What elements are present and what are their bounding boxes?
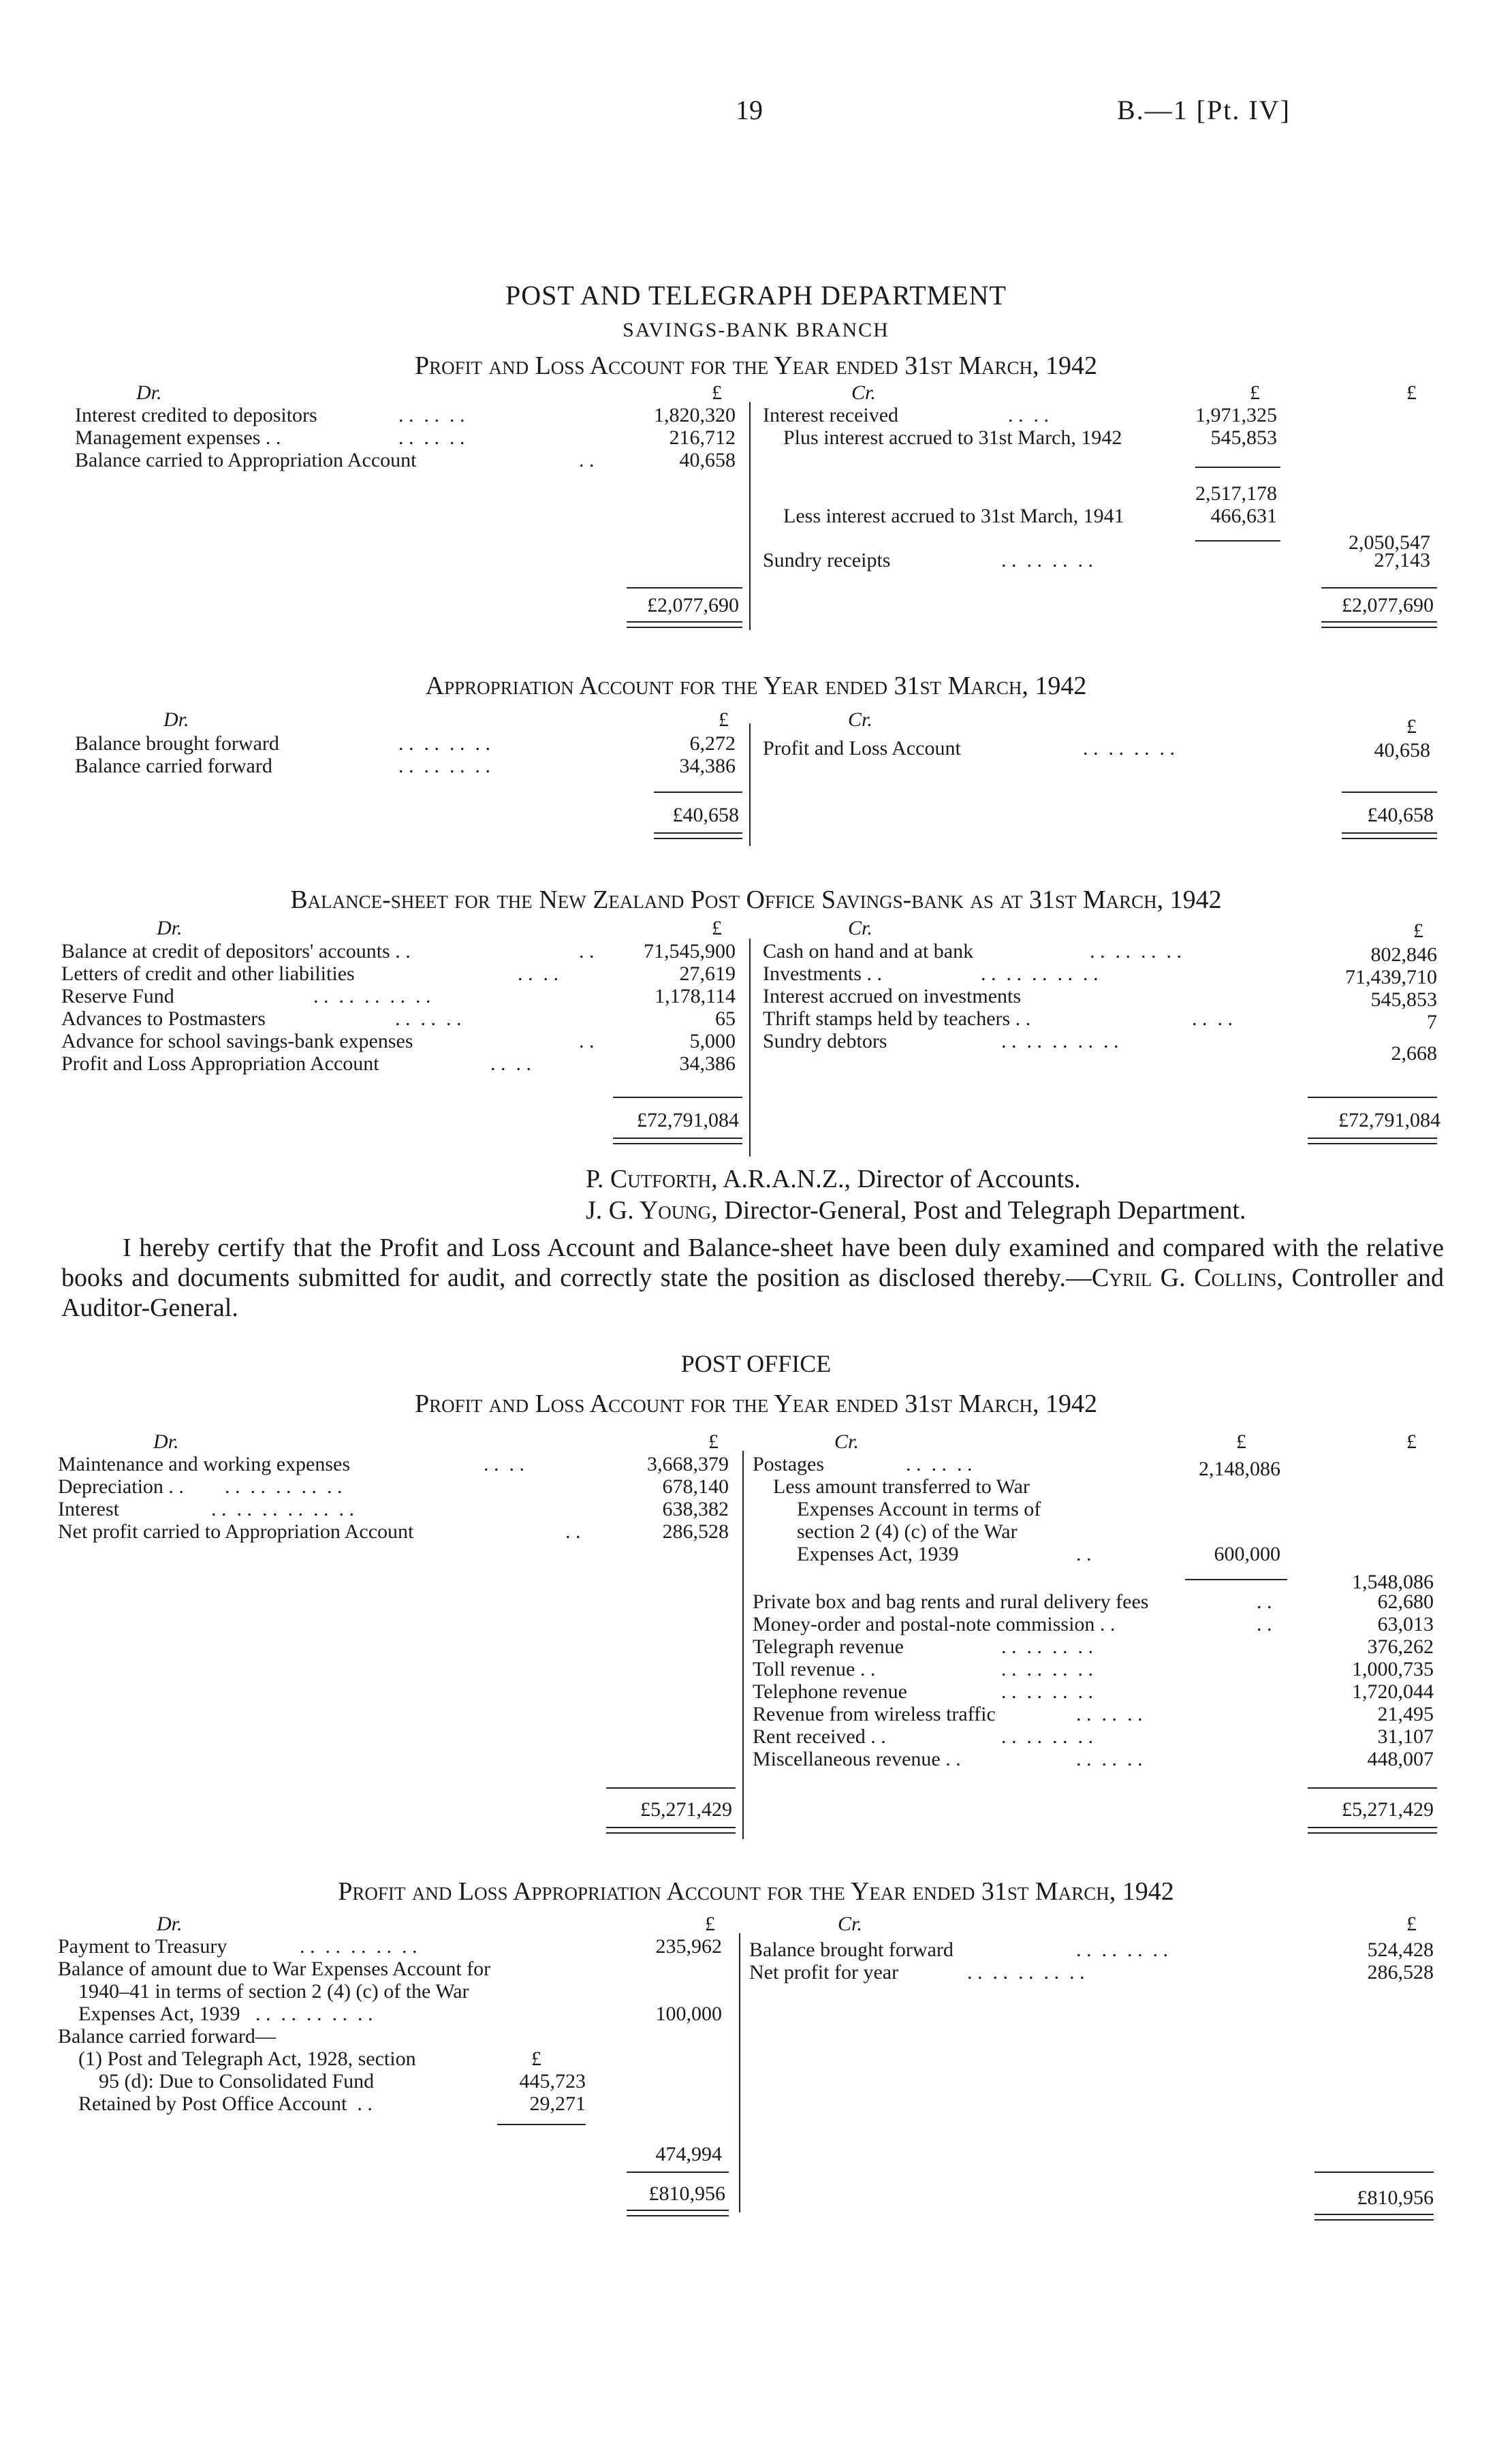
liability-amount: 27,619 — [679, 962, 736, 985]
credit-label: Private box and bag rents and rural delivery fees — [753, 1590, 1149, 1613]
pound-sign: £ — [712, 381, 722, 404]
debit-amount: 1,820,320 — [654, 404, 736, 426]
po-pl-title: Profit and Loss Account for the Year ended 31st March, 1942 — [414, 1390, 1098, 1418]
credit-label: Telegraph revenue — [753, 1635, 904, 1658]
credit-label: Plus interest accrued to 31st March, 1942 — [783, 426, 1122, 449]
total-credit: £72,791,084 — [1338, 1109, 1440, 1131]
liability-amount: 65 — [715, 1007, 736, 1030]
leader-dots: . . . . . . — [395, 1007, 462, 1030]
less-line: Less amount transferred to War — [773, 1475, 1030, 1498]
asset-label: Cash on hand and at bank — [763, 940, 974, 962]
leader-dots: . . . . . . . . . . — [313, 985, 431, 1007]
leader-dots: . . . . . . . . — [1083, 737, 1175, 759]
debit-label: Balance carried to Appropriation Account — [75, 449, 417, 471]
certificate-signer-title: , Controller and Auditor-General. — [61, 1264, 1444, 1322]
debit-amount: 34,386 — [679, 755, 736, 777]
debit-label: Interest — [58, 1498, 119, 1520]
total-rule — [1308, 1097, 1437, 1098]
leader-dots: . . . . . . . . . . . . — [211, 1498, 354, 1520]
credit-label: Sundry receipts — [763, 549, 891, 571]
double-rule — [654, 832, 742, 839]
asset-label: Thrift stamps held by teachers . . — [763, 1007, 1031, 1030]
asset-label: Sundry debtors — [763, 1030, 887, 1052]
credit-label: Toll revenue . . — [753, 1658, 876, 1680]
credit-amount: 27,143 — [1374, 549, 1430, 571]
total-rule — [1314, 2171, 1434, 2173]
carried-line: Retained by Post Office Account . . — [78, 2092, 373, 2115]
credit-amount: 448,007 — [1367, 1748, 1434, 1770]
post-office-heading: POST OFFICE — [680, 1350, 832, 1377]
leader-dots: . . . . . . . . — [1001, 1725, 1093, 1748]
pound-sign: £ — [708, 1430, 719, 1453]
liability-label: Balance at credit of depositors' accounts . . — [61, 940, 411, 962]
debit-amount: 678,140 — [662, 1475, 729, 1498]
credit-net-amount: 1,548,086 — [1352, 1571, 1434, 1593]
total-rule — [1308, 1787, 1437, 1789]
carried-line: (1) Post and Telegraph Act, 1928, section — [78, 2048, 416, 2070]
leader-dots: . . . . . . . . . . — [967, 1961, 1085, 1984]
column-divider — [742, 1451, 744, 1839]
credit-amount: 545,853 — [1210, 426, 1277, 449]
asset-label: Investments . . — [763, 962, 882, 985]
leader-dots: . . — [579, 449, 595, 471]
debit-label: Net profit carried to Appropriation Account — [58, 1520, 414, 1543]
debit-amount: 3,668,379 — [647, 1453, 729, 1475]
leader-dots: . . . . . . . . — [398, 755, 490, 777]
pound-sign: £ — [1406, 381, 1417, 404]
total-debit: £810,956 — [648, 2182, 725, 2205]
leader-dots: . . . . — [518, 962, 558, 985]
signatory-title: , A.R.A.N.Z., Director of Accounts. — [711, 1165, 1081, 1193]
balance-due-line: Balance of amount due to War Expenses Account for — [58, 1958, 491, 1980]
less-line: Expenses Account in terms of — [797, 1498, 1041, 1520]
leader-dots: . . . . . . — [398, 404, 465, 426]
total-rule — [627, 587, 742, 589]
signature-line — [586, 1165, 1081, 1193]
less-line: section 2 (4) (c) of the War — [797, 1520, 1018, 1543]
certificate-signer: Cyril G. Collins — [1091, 1264, 1277, 1292]
leader-dots: . . — [579, 1030, 595, 1052]
credit-amount: 2,148,086 — [1199, 1458, 1280, 1480]
subtotal-rule — [1195, 467, 1280, 468]
leader-dots: . . . . — [1008, 404, 1049, 426]
credit-label: Money-order and postal-note commission . . — [753, 1613, 1116, 1635]
cr-label: Cr. — [851, 381, 876, 404]
leader-dots: . . . . . . . . — [1076, 1939, 1168, 1961]
liability-label: Advance for school savings-bank expenses — [61, 1030, 413, 1052]
double-rule — [1314, 2214, 1434, 2221]
double-rule — [1308, 1138, 1437, 1144]
credit-label: Less interest accrued to 31st March, 1941 — [783, 505, 1124, 527]
debit-label: Management expenses . . — [75, 426, 281, 449]
cr-label: Cr. — [848, 708, 872, 731]
debit-label: Interest credited to depositors — [75, 404, 317, 426]
leader-dots: . . — [579, 940, 595, 962]
credit-amount: 62,680 — [1377, 1590, 1434, 1613]
pound-sign: £ — [712, 917, 722, 939]
credit-amount: 2,517,178 — [1195, 482, 1277, 505]
total-rule — [654, 791, 742, 793]
credit-amount: 31,107 — [1377, 1725, 1434, 1748]
debit-amount: 100,000 — [655, 2003, 722, 2025]
dr-label: Dr. — [163, 708, 189, 731]
subtotal-rule — [1185, 1579, 1287, 1580]
total-rule — [606, 1787, 736, 1789]
appropriation-title: Appropriation Account for the Year ended 31st March, 1942 — [425, 672, 1087, 700]
leader-dots: . . . . . . . . . . — [981, 962, 1099, 985]
cr-label: Cr. — [834, 1430, 859, 1453]
balance-due-line: Expenses Act, 1939 . . . . . . . . . . — [78, 2003, 373, 2025]
leader-dots: . . . . . . — [1076, 1748, 1143, 1770]
leader-dots: . . . . — [484, 1453, 524, 1475]
leader-dots: . . . . . . — [1076, 1703, 1143, 1725]
debit-label: Depreciation . . — [58, 1475, 184, 1498]
branch-heading: SAVINGS-BANK BRANCH — [623, 319, 889, 341]
total-rule — [627, 2171, 729, 2173]
total-debit: £2,077,690 — [647, 594, 739, 616]
audit-certificate — [61, 1233, 1444, 1323]
double-rule — [627, 2210, 729, 2216]
credit-amount: 1,720,044 — [1352, 1680, 1434, 1703]
total-rule — [1321, 587, 1437, 589]
debit-amount: 474,994 — [655, 2143, 722, 2165]
credit-label: Profit and Loss Account — [763, 737, 961, 759]
debit-label: Balance brought forward — [75, 732, 279, 755]
double-rule — [613, 1138, 742, 1144]
column-divider — [749, 402, 751, 630]
leader-dots: . . . . . . . . . . — [300, 1935, 418, 1958]
credit-amount: 600,000 — [1214, 1543, 1280, 1565]
credit-label: Telephone revenue — [753, 1680, 907, 1703]
column-divider — [749, 723, 751, 846]
liability-label: Letters of credit and other liabilities — [61, 962, 355, 985]
document-reference: B.—1 [Pt. IV] — [1117, 95, 1291, 125]
credit-amount: 286,528 — [1367, 1961, 1434, 1984]
credit-net-amount: 2,050,547 — [1349, 531, 1430, 554]
signatory-name: J. G. Young — [586, 1196, 712, 1225]
credit-amount: 524,428 — [1367, 1939, 1434, 1961]
debit-amount: 235,962 — [655, 1935, 722, 1958]
debit-label: Payment to Treasury — [58, 1935, 227, 1958]
pound-sign: £ — [1406, 1913, 1417, 1935]
double-rule — [606, 1827, 736, 1834]
carried-amount: 29,271 — [529, 2092, 586, 2115]
leader-dots: . . . . . . . . . . — [1001, 1030, 1119, 1052]
certificate-text: I hereby certify that the Profit and Loss Account and Balance-sheet have been duly examined and compared with the relative books and documents submitted for audit, and correctly state the position as disclosed thereby.— — [61, 1234, 1444, 1292]
total-debit: £72,791,084 — [637, 1109, 739, 1131]
carried-amount: 445,723 — [519, 2070, 586, 2092]
leader-dots: . . . . . . . . — [398, 732, 490, 755]
asset-amount: 2,668 — [1391, 1042, 1437, 1065]
total-debit: £40,658 — [672, 804, 739, 826]
pound-sign: £ — [1236, 1430, 1246, 1453]
liability-label: Reserve Fund — [61, 985, 174, 1007]
liability-amount: 5,000 — [689, 1030, 736, 1052]
pound-sign: £ — [531, 2048, 541, 2070]
subtotal-rule — [497, 2124, 586, 2125]
carried-line: 95 (d): Due to Consolidated Fund — [99, 2070, 375, 2092]
dr-label: Dr. — [136, 381, 162, 404]
liability-amount: 1,178,114 — [655, 985, 736, 1007]
asset-amount: 71,439,710 — [1345, 966, 1437, 988]
page-number: 19 — [736, 95, 763, 125]
pound-sign: £ — [719, 708, 729, 731]
pound-sign: £ — [1413, 920, 1423, 942]
leader-dots: . . . . . . — [398, 426, 465, 449]
dr-label: Dr. — [157, 1913, 183, 1935]
leader-dots: . . . . . . . . — [1001, 1658, 1093, 1680]
debit-amount: 6,272 — [689, 732, 736, 755]
asset-amount: 7 — [1427, 1011, 1437, 1033]
dr-label: Dr. — [157, 917, 183, 939]
column-divider — [739, 1933, 740, 2212]
pound-sign: £ — [1406, 715, 1417, 738]
asset-amount: 545,853 — [1370, 988, 1437, 1011]
leader-dots: . . . . . . . . . . — [225, 1475, 343, 1498]
debit-amount: 638,382 — [662, 1498, 729, 1520]
leader-dots: . . . . — [490, 1052, 531, 1075]
credit-amount: 466,631 — [1210, 505, 1277, 527]
debit-amount: 216,712 — [669, 426, 736, 449]
double-rule — [1342, 832, 1437, 839]
pound-sign: £ — [705, 1913, 715, 1935]
credit-label: Interest received — [763, 404, 899, 426]
total-credit: £5,271,429 — [1342, 1798, 1434, 1821]
leader-dots: . . . . — [1192, 1007, 1233, 1030]
leader-dots: . . . . . . . . — [1001, 1680, 1093, 1703]
credit-amount: 1,000,735 — [1352, 1658, 1434, 1680]
total-credit: £40,658 — [1367, 804, 1434, 826]
double-rule — [1308, 1827, 1437, 1834]
pl-title: Profit and Loss Account for the Year ended 31st March, 1942 — [414, 351, 1098, 380]
liability-amount: 34,386 — [679, 1052, 736, 1075]
credit-amount: 376,262 — [1367, 1635, 1434, 1658]
po-appropriation-title: Profit and Loss Appropriation Account for the Year ended 31st March, 1942 — [338, 1877, 1174, 1906]
balance-due-line: 1940–41 in terms of section 2 (4) (c) of the War — [78, 1980, 469, 2003]
total-rule — [1342, 791, 1437, 793]
leader-dots: . . — [1076, 1543, 1092, 1565]
debit-amount: 286,528 — [662, 1520, 729, 1543]
column-divider — [749, 939, 751, 1157]
leader-dots: . . . . . . — [906, 1453, 973, 1475]
credit-amount: 40,658 — [1374, 739, 1430, 762]
liability-amount: 71,545,900 — [644, 940, 736, 962]
credit-label: Net profit for year — [749, 1961, 899, 1984]
pound-sign: £ — [1406, 1430, 1417, 1453]
credit-label: Revenue from wireless traffic — [753, 1703, 996, 1725]
debit-label: Balance carried forward — [75, 755, 272, 777]
total-rule — [613, 1097, 742, 1098]
dr-label: Dr. — [153, 1430, 179, 1453]
credit-label: Miscellaneous revenue . . — [753, 1748, 961, 1770]
less-line: Expenses Act, 1939 — [797, 1543, 959, 1565]
credit-amount: 1,971,325 — [1195, 404, 1277, 426]
double-rule — [1321, 621, 1437, 628]
credit-label: Balance brought forward — [749, 1939, 954, 1961]
leader-dots: . . — [1257, 1613, 1272, 1635]
balance-sheet-title: Balance-sheet for the New Zealand Post Office Savings-bank as at 31st March, 1942 — [290, 885, 1222, 914]
total-credit: £810,956 — [1357, 2186, 1434, 2209]
cr-label: Cr. — [848, 917, 872, 939]
leader-dots: . . — [1257, 1590, 1272, 1613]
liability-label: Advances to Postmasters — [61, 1007, 266, 1030]
leader-dots: . . — [565, 1520, 581, 1543]
credit-amount: 21,495 — [1377, 1703, 1434, 1725]
debit-amount: 40,658 — [679, 449, 736, 471]
pound-sign: £ — [1250, 381, 1260, 404]
signatory-title: , Director-General, Post and Telegraph Department. — [711, 1196, 1246, 1225]
total-credit: £2,077,690 — [1342, 594, 1434, 616]
asset-label: Interest accrued on investments — [763, 985, 1022, 1007]
leader-dots: . . . . . . . . — [1001, 1635, 1093, 1658]
credit-amount: 63,013 — [1377, 1613, 1434, 1635]
subtotal-rule — [1195, 540, 1280, 542]
leader-dots: . . . . . . . . — [1001, 549, 1093, 571]
credit-label: Postages — [753, 1453, 824, 1475]
credit-label: Rent received . . — [753, 1725, 886, 1748]
department-heading: POST AND TELEGRAPH DEPARTMENT — [505, 280, 1007, 311]
asset-amount: 802,846 — [1370, 943, 1437, 966]
signature-line — [586, 1196, 1246, 1225]
leader-dots: . . . . . . . . — [1090, 940, 1182, 962]
debit-label: Balance carried forward— — [58, 2025, 276, 2048]
double-rule — [627, 621, 742, 628]
liability-label: Profit and Loss Appropriation Account — [61, 1052, 379, 1075]
debit-label: Maintenance and working expenses — [58, 1453, 351, 1475]
cr-label: Cr. — [838, 1913, 862, 1935]
signatory-name: P. Cutforth — [586, 1165, 712, 1193]
total-debit: £5,271,429 — [640, 1798, 732, 1821]
